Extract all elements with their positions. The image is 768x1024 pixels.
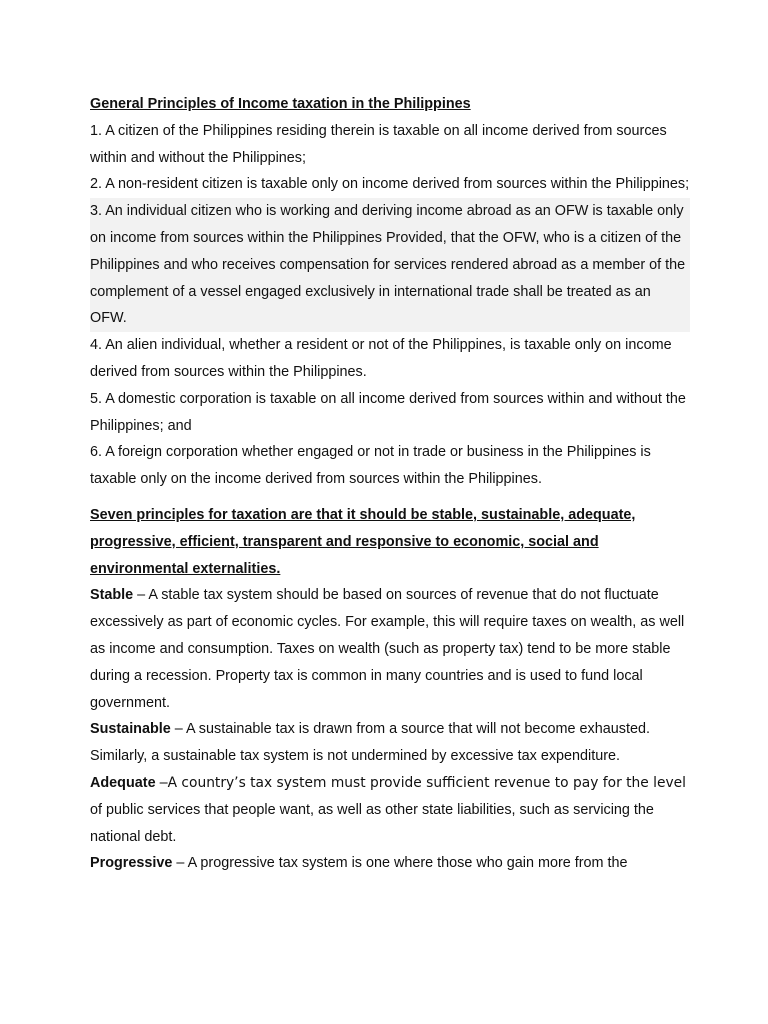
list-item-6: 6. A foreign corporation whether engaged or not in trade or business in the Philippines is taxable only on the income derived from sources within the Philippines. bbox=[90, 444, 651, 488]
principle-term: Progressive bbox=[90, 855, 173, 872]
principle-text: of public services that people want, as well as other state liabilities, such as servicing the national debt. bbox=[90, 801, 654, 845]
list-item-4: 4. An alien individual, whether a resident or not of the Philippines, is taxable only on income derived from sources within the Philippines. bbox=[90, 337, 672, 380]
section-heading-seven-principles: Seven principles for taxation are that it should be stable, sustainable, adequate, progressive, efficient, transparent and responsive to economic, social and environmental externalities. bbox=[90, 506, 636, 577]
list-item-2: 2. A non-resident citizen is taxable only on income derived from sources within the Philippines; bbox=[90, 176, 690, 193]
principle-separator: – bbox=[172, 855, 188, 872]
list-item-5: 5. A domestic corporation is taxable on all income derived from sources within and without the Philippines; and bbox=[90, 390, 686, 434]
principle-term: Adequate bbox=[90, 774, 156, 791]
principle-term: Sustainable bbox=[90, 721, 171, 738]
principle-progressive bbox=[90, 850, 690, 877]
principle-term: Stable bbox=[90, 587, 134, 604]
principle-adequate bbox=[90, 770, 690, 850]
principle-text: A sustainable tax is drawn from a source that will not become exhausted. Similarly, a sustainable tax system is not undermined by excessive tax expenditure. bbox=[90, 721, 650, 765]
list-item-3: 3. An individual citizen who is working and deriving income abroad as an OFW is taxable only on income from sources within the Philippines Provided, that the OFW, who is a citizen of the Philippines and who receives compensation for services rendered abroad as a member of the complement of a vessel engaged exclusively in international trade shall be treated as an OFW. bbox=[90, 198, 690, 332]
section-heading-general-principles: General Principles of Income taxation in the Philippines bbox=[90, 96, 471, 112]
document-page bbox=[90, 91, 690, 877]
principle-text: A stable tax system should be based on sources of revenue that do not fluctuate excessively as part of economic cycles. For example, this will require taxes on wealth, as well as income and consumption. Taxes on wealth (such as property tax) tend to be more stable during a recession. Property tax is common in many countries and is used to fund local government. bbox=[90, 587, 685, 711]
section-spacer bbox=[90, 493, 690, 502]
principle-text: A progressive tax system is one where those who gain more from the bbox=[187, 855, 628, 872]
principle-stable bbox=[90, 582, 690, 716]
list-item-1: 1. A citizen of the Philippines residing therein is taxable on all income derived from sources within and without the Philippines; bbox=[90, 122, 667, 166]
principle-text-alt-font: A country’s tax system must provide sufficient revenue to pay for the level bbox=[167, 774, 686, 791]
principle-separator: – bbox=[155, 774, 168, 791]
principle-separator: – bbox=[170, 721, 186, 738]
principle-sustainable bbox=[90, 716, 690, 770]
principle-separator: – bbox=[133, 587, 149, 604]
